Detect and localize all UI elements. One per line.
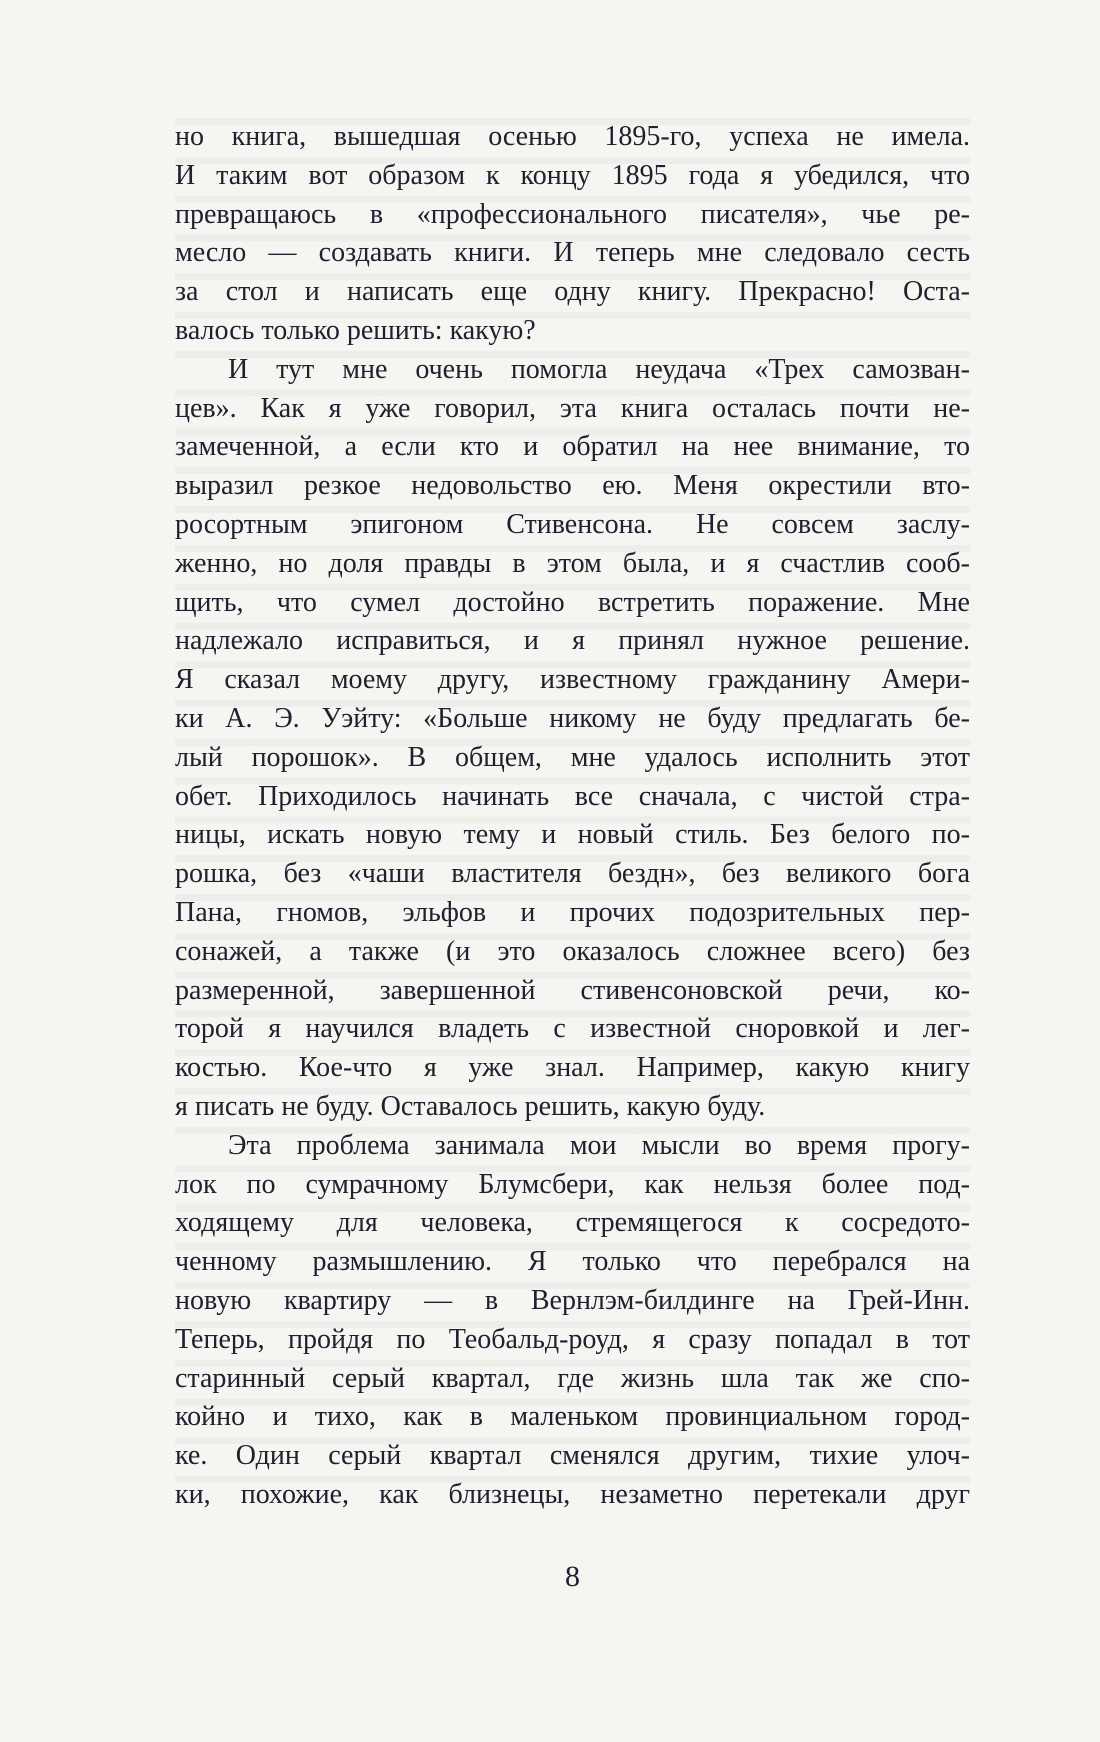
text-line: замеченной, а если кто и обратил на нее внимание, то [175,431,970,463]
text-line: ницы, искать новую тему и новый стиль. Без белого по- [175,819,970,851]
text-line: ченному размышлению. Я только что перебрался на [175,1246,970,1278]
text-block [175,118,970,1515]
text-line: И тут мне очень помогла неудача «Трех самозван- [228,353,970,385]
text-line: женно, но доля правды в этом была, и я счастлив сооб- [175,547,970,579]
text-line: новую квартиру — в Вернлэм-билдинге на Грей-Инн. [175,1284,970,1316]
text-line: выразил резкое недовольство ею. Меня окрестили вто- [175,470,970,502]
text-line: торой я научился владеть с известной сноровкой и лег- [175,1013,970,1045]
paragraph [175,118,970,351]
paragraph [175,1127,970,1515]
text-line: месло — создавать книги. И теперь мне следовало сесть [175,237,970,269]
text-line: обет. Приходилось начинать все сначала, с чистой стра- [175,780,970,812]
text-line: но книга, вышедшая осенью 1895-го, успеха не имела. [175,121,970,152]
text-line: за стол и написать еще одну книгу. Прекрасно! Оста- [175,276,970,308]
text-line: ки, похожие, как близнецы, незаметно перетекали друг [175,1478,970,1510]
paragraph [175,351,970,1127]
text-line: рошка, без «чаши властителя бездн», без великого бога [175,858,970,890]
text-line: койно и тихо, как в маленьком провинциальном город- [175,1401,970,1433]
text-line: ходящему для человека, стремящегося к сосредото- [175,1207,970,1239]
page-number: 8 [565,1560,580,1593]
text-line: надлежало исправиться, и я принял нужное решение. [175,625,970,657]
text-line: лок по сумрачному Блумсбери, как нельзя более под- [175,1168,970,1200]
text-line: старинный серый квартал, где жизнь шла так же спо- [175,1362,970,1394]
text-line: Пана, гномов, эльфов и прочих подозрительных пер- [175,896,970,928]
text-line: я писать не буду. Оставалось решить, какую буду. [175,1090,766,1122]
text-line: превращаюсь в «профессионального писателя», чье ре- [175,198,970,230]
text-line: росортным эпигоном Стивенсона. Не совсем заслу- [175,508,970,540]
text-line: лый порошок». В общем, мне удалось исполнить этот [175,741,970,773]
text-line: ки А. Э. Уэйту: «Больше никому не буду предлагать бе- [175,702,970,734]
text-line: щить, что сумел достойно встретить поражение. Мне [175,586,970,618]
text-line: ке. Один серый квартал сменялся другим, тихие улоч- [175,1440,970,1472]
text-line: И таким вот образом к концу 1895 года я убедился, что [175,159,970,191]
text-line: Эта проблема занимала мои мысли во время прогу- [228,1129,970,1161]
text-line: валось только решить: какую? [175,314,536,346]
text-line: размеренной, завершенной стивенсоновской речи, ко- [175,974,970,1006]
text-line: Я сказал моему другу, известному гражданину Амери- [175,664,970,696]
text-line: сонажей, а также (и это оказалось сложнее всего) без [175,935,970,967]
text-line: Теперь, пройдя по Теобальд-роуд, я сразу попадал в тот [175,1323,970,1355]
text-line: цев». Как я уже говорил, эта книга осталась почти не- [175,392,970,424]
text-line: костью. Кое-что я уже знал. Например, какую книгу [175,1052,970,1084]
